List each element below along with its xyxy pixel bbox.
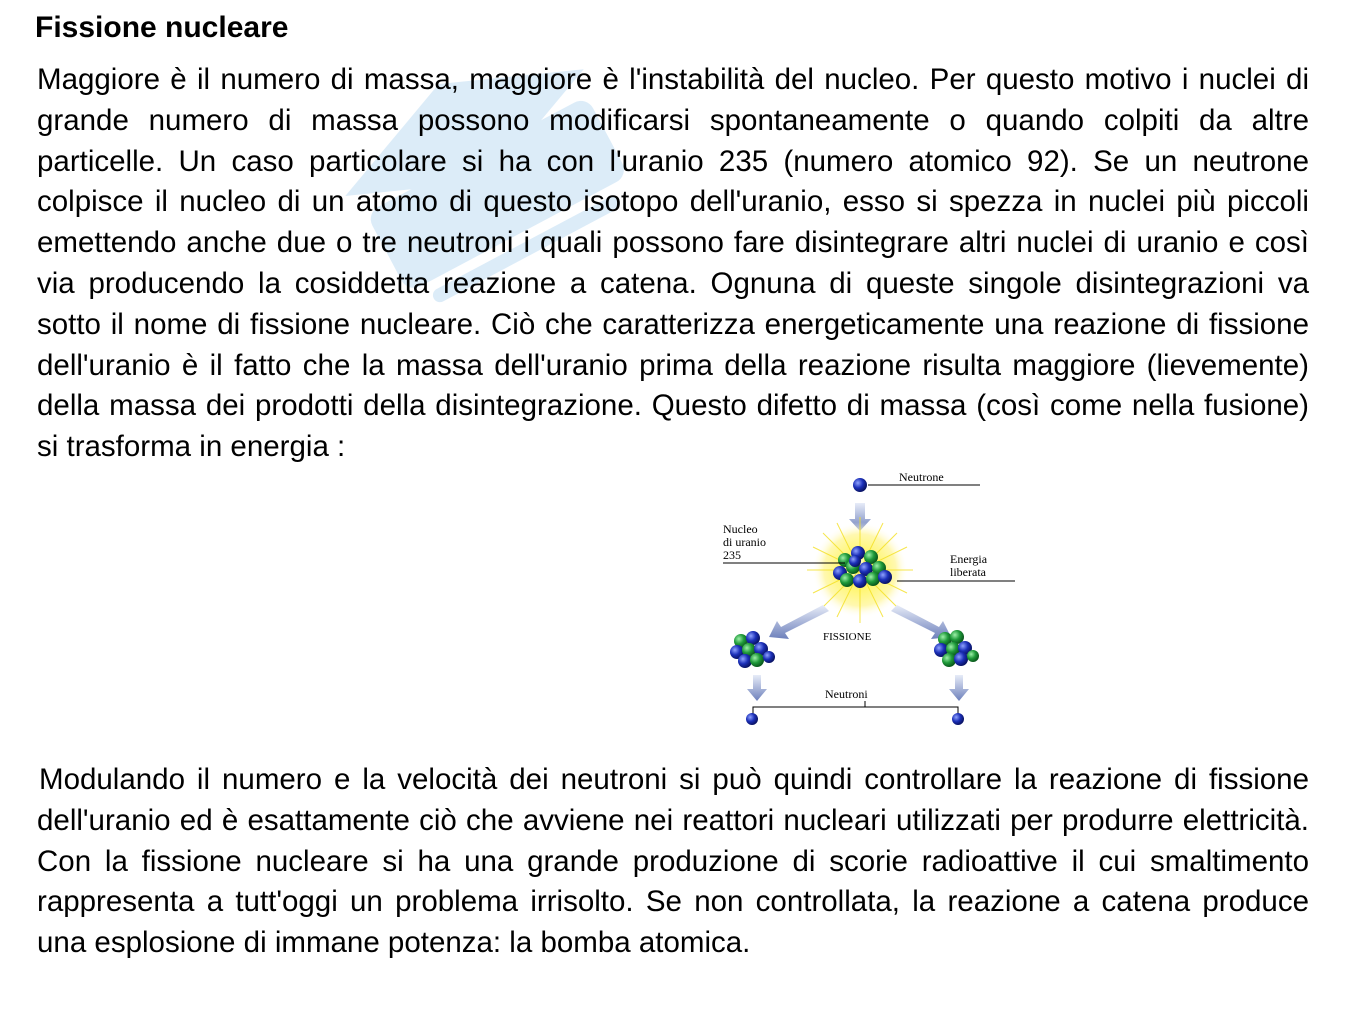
fragment-nucleus-right bbox=[934, 630, 979, 667]
paragraph-intro: Maggiore è il numero di massa, maggiore è l'instabilità del nucleo. Per questo motivo i nuclei di grande numero di massa possono modificarsi spontaneamente o quando colpiti da altre particelle. Un caso particolare si ha con l'uranio 235 (numero atomico 92). Se un neutrone colpisce il nucleo di un atomo di questo isotopo dell'uranio, esso si spezza in nuclei più piccoli emettendo anche due o tre neutroni i quali possono fare disintegrare altri nuclei di uranio e così via producendo la cosiddetta reazione a catena. Ognuna di queste singole disintegrazioni va sotto il nome di fissione nucleare. Ciò che caratterizza energeticamente una reazione di fissione dell'uranio è il fatto che la massa dell'uranio prima della reazione risulta maggiore (lievemente) della massa dei prodotti della disintegrazione. Questo difetto di massa (così come nella fusione) si trasforma in energia : bbox=[37, 63, 1309, 464]
label-nucleo-1: Nucleo bbox=[723, 522, 758, 536]
arrow-down-right-icon bbox=[949, 675, 969, 701]
label-neutroni: Neutroni bbox=[825, 687, 868, 701]
arrow-left-fragment-icon bbox=[769, 605, 829, 639]
fission-diagram bbox=[715, 465, 1025, 735]
incoming-neutron bbox=[853, 478, 867, 492]
page-title: Fissione nucleare bbox=[35, 11, 289, 44]
paragraph-conclusion: Modulando il numero e la velocità dei neutroni si può quindi controllare la reazione di fissione dell'uranio ed è esattamente ciò che avviene nei reattori nucleari utilizzati per produrre elettricità. Con la fissione nucleare si ha una grande produzione di scorie radioattive il cui smaltimento rappresenta a tutt'oggi un problema irrisolto. Se non controllata, la reazione a catena produce una esplosione di immane potenza: la bomba atomica. bbox=[37, 763, 1309, 960]
arrow-down-left-icon bbox=[747, 675, 767, 701]
label-energia-2: liberata bbox=[950, 565, 986, 579]
label-neutrone: Neutrone bbox=[899, 470, 944, 484]
emitted-neutron-left bbox=[746, 713, 758, 725]
label-fissione: FISSIONE bbox=[823, 631, 872, 643]
emitted-neutron-right bbox=[952, 713, 964, 725]
label-nucleo-2: di uranio bbox=[723, 535, 766, 549]
label-nucleo-3: 235 bbox=[723, 548, 741, 562]
fragment-nucleus-left bbox=[730, 631, 775, 668]
label-energia-1: Energia bbox=[950, 552, 988, 566]
